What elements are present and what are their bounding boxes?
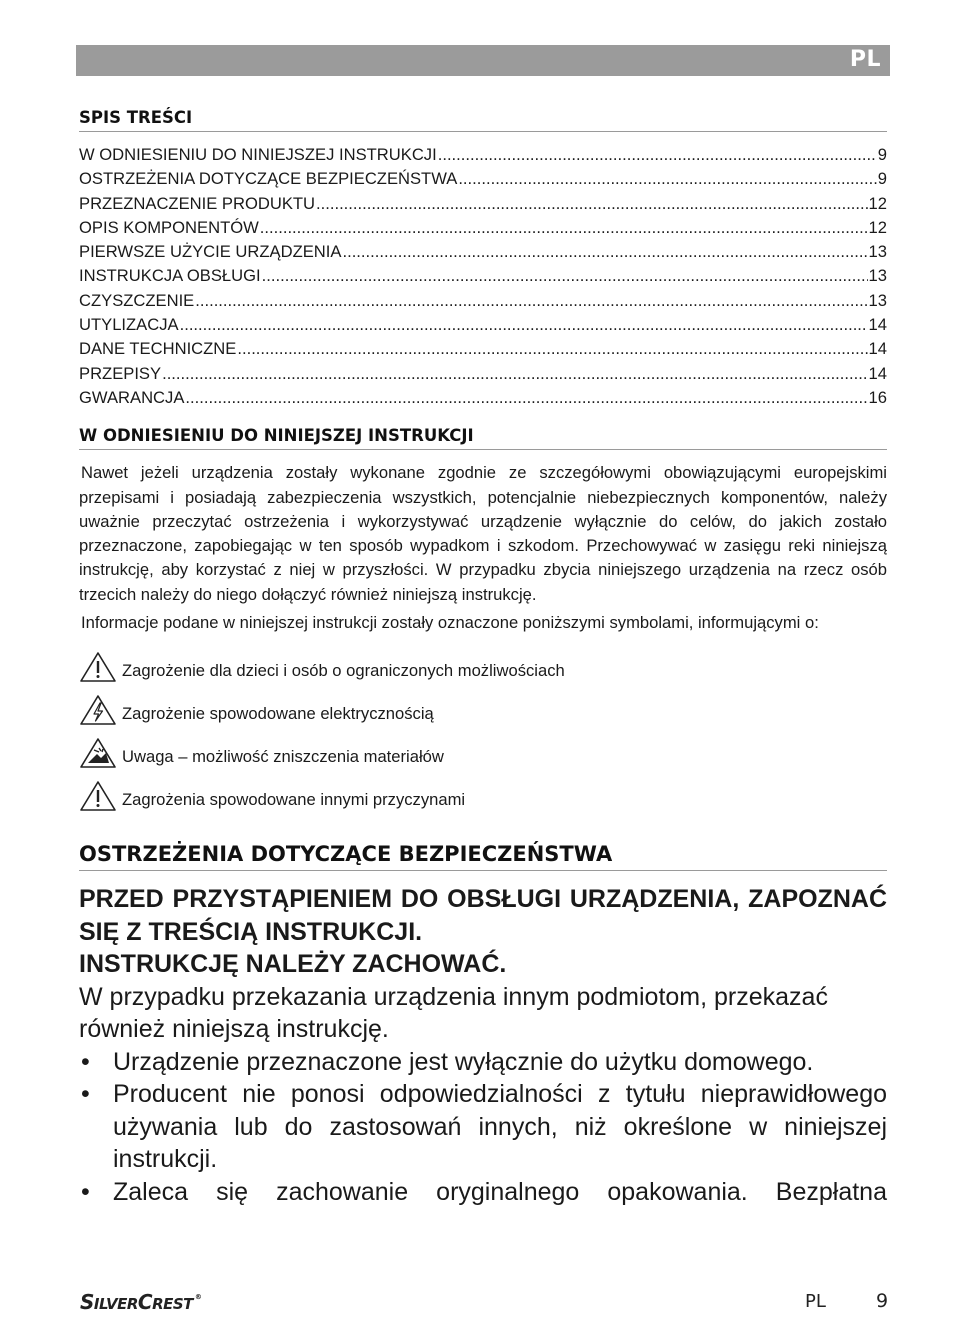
symbol-legend-text: Zagrożenia spowodowane innymi przyczynami — [122, 790, 466, 810]
header-language-code: PL — [849, 47, 881, 72]
toc-entry-page: 13 — [868, 266, 887, 286]
bullet-marker: • — [81, 1080, 90, 1109]
toc-leader-dots — [162, 362, 867, 386]
section-heading-safety: OSTRZEŻENIA DOTYCZĄCE BEZPIECZEŃSTWA — [79, 842, 887, 871]
toc-entry-label: PIERWSZE UŻYCIE URZĄDZENIA — [79, 242, 342, 262]
bullet-marker: • — [81, 1177, 90, 1206]
toc-entry-label: OPIS KOMPONENTÓW — [79, 217, 259, 237]
toc-entry[interactable] — [79, 337, 887, 361]
toc-leader-dots — [195, 289, 867, 313]
toc-entry-page: 12 — [868, 217, 887, 237]
page-number: 9 — [876, 1290, 889, 1312]
toc-entry-label: CZYSZCZENIE — [79, 290, 195, 310]
symbol-legend-item — [79, 735, 887, 769]
toc-entry-page: 12 — [868, 193, 887, 213]
toc-title: SPIS TREŚCI — [79, 108, 887, 132]
toc-entry[interactable] — [79, 216, 887, 240]
safety-bullet-item — [79, 1078, 887, 1176]
symbol-legend-text: Zagrożenie spowodowane elektrycznością — [122, 704, 434, 724]
toc-entry[interactable] — [79, 362, 887, 386]
symbol-legend-item — [79, 692, 887, 726]
toc-entry[interactable] — [79, 240, 887, 264]
symbol-legend-item — [79, 649, 887, 683]
page-content — [79, 108, 887, 1208]
bullet-text: Zaleca się zachowanie oryginalnego opakowania. Bezpłatna — [113, 1177, 887, 1206]
toc-entry-page: 13 — [868, 242, 887, 262]
symbols-intro-paragraph: Informacje podane w niniejszej instrukcji zostały oznaczone poniższymi symbolami, informującymi o: — [81, 613, 819, 633]
brand-logo: SILVERCREST ® — [80, 1290, 202, 1314]
electric-hazard-icon — [79, 694, 117, 726]
toc-entry-label: UTYLIZACJA — [79, 315, 179, 335]
toc-entry-label: PRZEPISY — [79, 363, 162, 383]
toc-entry-page: 9 — [877, 145, 887, 164]
symbol-legend-text: Zagrożenie dla dzieci i osób o ograniczonych możliwościach — [122, 661, 565, 681]
safety-bullet-item — [79, 1176, 887, 1209]
toc-entry-label: GWARANCJA — [79, 387, 185, 407]
toc-entry[interactable] — [79, 167, 887, 191]
toc-leader-dots — [458, 167, 876, 191]
safety-transfer-note: W przypadku przekazania urządzenia innym podmiotom, przekazać również niniejszą instrukcję. — [79, 982, 828, 1044]
footer-language-code: PL — [805, 1291, 826, 1312]
toc-entry-page: 13 — [868, 290, 887, 310]
warning-exclamation-icon — [79, 651, 117, 683]
toc-entry-page: 14 — [868, 363, 887, 383]
safety-bullet-item — [79, 1046, 887, 1079]
toc-entry-page: 16 — [868, 387, 887, 407]
toc-leader-dots — [237, 337, 867, 361]
bullet-marker: • — [81, 1047, 90, 1076]
section-heading-instructions: W ODNIESIENIU DO NINIEJSZEJ INSTRUKCJI — [79, 426, 887, 450]
safety-bold-notice: PRZED PRZYSTĄPIENIEM DO OBSŁUGI URZĄDZENIA, ZAPOZNAĆ SIĘ Z TREŚCIĄ INSTRUKCJI. — [79, 885, 887, 946]
language-header-bar — [76, 45, 890, 76]
toc-leader-dots — [316, 192, 868, 216]
toc-entry-label: W ODNIESIENIU DO NINIEJSZEJ INSTRUKCJI — [79, 145, 437, 164]
symbol-legend-item — [79, 778, 887, 812]
material-damage-icon — [79, 737, 117, 769]
table-of-contents — [79, 143, 887, 410]
toc-entry[interactable] — [79, 264, 887, 288]
toc-entry-label: DANE TECHNICZNE — [79, 339, 237, 359]
bullet-text: Urządzenie przeznaczone jest wyłącznie do użytku domowego. — [113, 1047, 814, 1076]
toc-leader-dots — [260, 216, 868, 240]
toc-entry[interactable] — [79, 192, 887, 216]
toc-entry-label: INSTRUKCJA OBSŁUGI — [79, 266, 261, 286]
safety-bold-keep-notice: INSTRUKCJĘ NALEŻY ZACHOWAĆ. — [79, 950, 507, 979]
toc-entry-page: 14 — [868, 339, 887, 359]
toc-entry-page: 14 — [868, 315, 887, 335]
toc-leader-dots — [262, 264, 868, 288]
toc-entry[interactable] — [79, 143, 887, 167]
toc-entry-page: 9 — [877, 169, 887, 189]
toc-entry-label: PRZEZNACZENIE PRODUKTU — [79, 193, 316, 213]
toc-leader-dots — [185, 386, 867, 410]
toc-entry[interactable] — [79, 289, 887, 313]
toc-leader-dots — [438, 143, 877, 167]
warning-exclamation-icon — [79, 780, 117, 812]
symbol-legend-text: Uwaga – możliwość zniszczenia materiałów — [122, 747, 444, 767]
bullet-text: Producent nie ponosi odpowiedzialności z tytułu nieprawidłowego używania lub do zastosowań innych, niż określone w niniejszej instrukcji. — [113, 1080, 887, 1174]
toc-leader-dots — [342, 240, 867, 264]
toc-entry[interactable] — [79, 313, 887, 337]
toc-entry-label: OSTRZEŻENIA DOTYCZĄCE BEZPIECZEŃSTWA — [79, 169, 458, 189]
toc-entry[interactable] — [79, 386, 887, 410]
toc-leader-dots — [180, 313, 868, 337]
intro-paragraph: Nawet jeżeli urządzenia zostały wykonane zgodnie ze szczegółowymi obowiązującymi europejskimi przepisami i posiadają zabezpieczenia wszystkich, potencjalnie niebezpiecznych komponentów, należy uważnie przeczytać ostrzeżenia i wykorzystywać urządzenie wyłącznie do celów, do jakich zostało przeznaczone, zapobiegając w ten sposób wypadkom i szkodom. Przechowywać w zasięgu reki niniejszą instrukcję, aby korzystać z niej w przyszłości. W przypadku zbycia niniejszego urządzenia na rzecz osób trzecich należy do niego dołączyć również niniejszą instrukcję. — [79, 463, 887, 604]
